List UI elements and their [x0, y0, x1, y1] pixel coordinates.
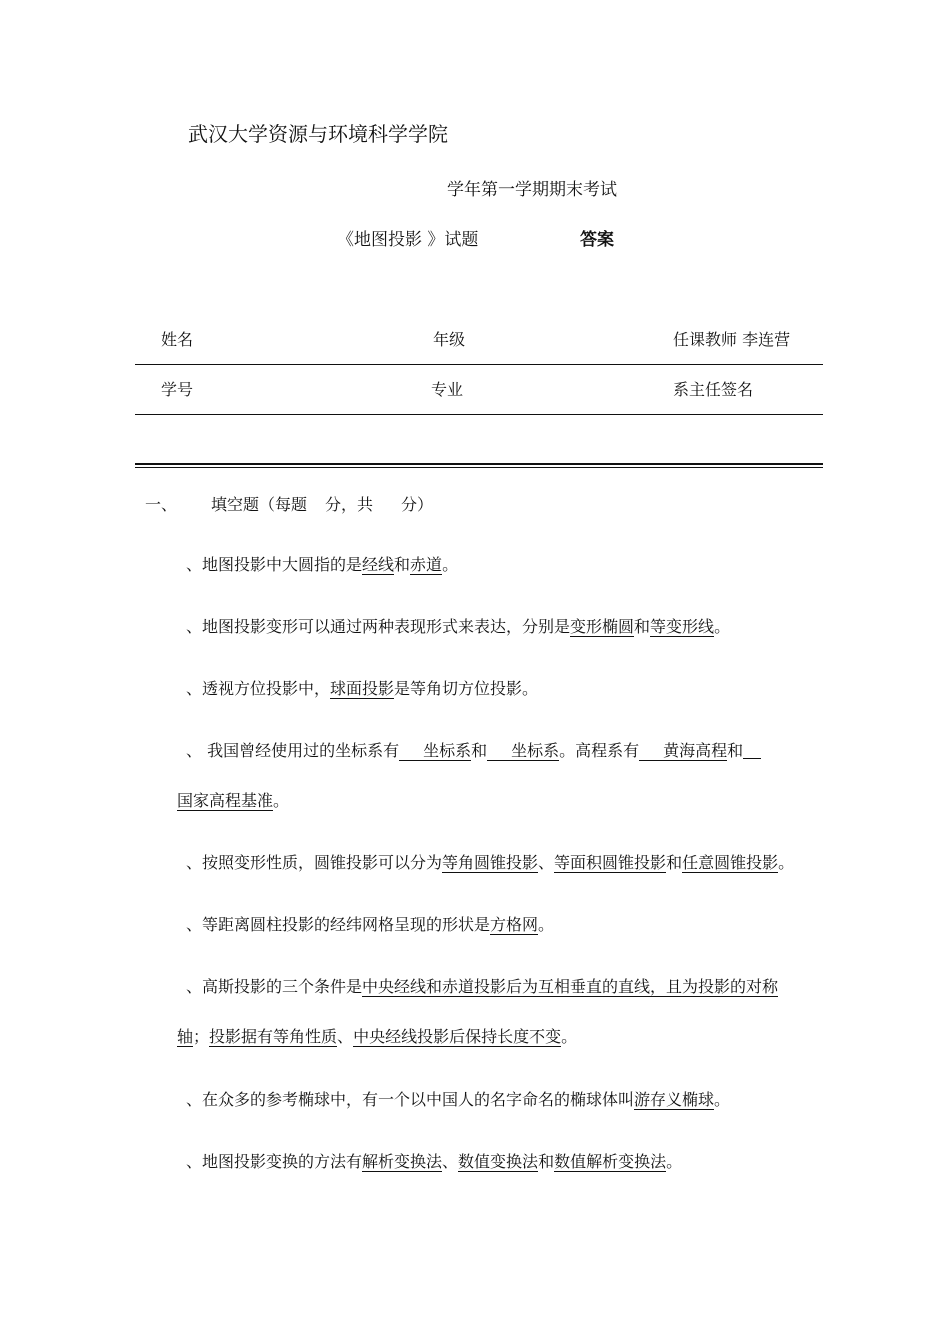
answer: 方格网	[490, 915, 539, 934]
grade-label: 年级	[433, 330, 466, 349]
question-5: 、按照变形性质，圆锥投影可以分为等角圆锥投影、等面积圆锥投影和任意圆锥投影。	[186, 853, 795, 872]
table-divider	[135, 364, 823, 365]
section-number: 一、	[145, 495, 178, 514]
answer: 等角圆锥投影	[442, 853, 539, 872]
answer: 球面投影	[330, 679, 395, 698]
question-3: 、透视方位投影中，球面投影是等角切方位投影。	[186, 679, 539, 698]
answer: 任意圆锥投影	[682, 853, 779, 872]
answer: 数值变换法	[458, 1152, 539, 1171]
school-name: 武汉大学资源与环境科学学院	[188, 122, 448, 146]
answer: 轴	[177, 1027, 194, 1046]
question-6: 、等距离圆柱投影的经纬网格呈现的形状是方格网。	[186, 915, 555, 934]
answer: 国家高程基准	[177, 791, 274, 810]
teacher-name: 李连营	[742, 330, 791, 349]
dept-head-label: 系主任签名	[673, 380, 754, 399]
answer: 坐标系	[399, 741, 471, 761]
major-label: 专业	[431, 380, 464, 399]
table-divider	[135, 414, 823, 415]
name-label: 姓名	[161, 330, 194, 349]
answer: 黄海高程	[639, 741, 727, 761]
answer-tag: 答案	[580, 230, 614, 250]
section-title: 填空题（每题 分，共 分）	[211, 495, 434, 514]
answer: 中央经线和赤道投影后为互相垂直的直线，且为投影的对称	[362, 977, 779, 996]
answer: 等变形线	[650, 617, 715, 636]
answer: 投影据有等角性质	[209, 1027, 338, 1046]
answer: 数值解析变换法	[554, 1152, 667, 1171]
question-9: 、地图投影变换的方法有解析变换法、数值变换法和数值解析变换法。	[186, 1152, 683, 1171]
answer: 中央经线投影后保持长度不变	[353, 1027, 562, 1046]
answer: 解析变换法	[362, 1152, 443, 1171]
question-8: 、在众多的参考椭球中，有一个以中国人的名字命名的椭球体叫游存义椭球。	[186, 1090, 731, 1109]
question-4: 、 我国曾经使用过的坐标系有 坐标系和 坐标系。高程系有 黄海高程和	[186, 740, 761, 762]
answer: 赤道	[410, 555, 443, 574]
student-id-label: 学号	[161, 380, 194, 399]
exam-title: 学年第一学期期末考试	[447, 180, 617, 200]
question-2: 、地图投影变形可以通过两种表现形式来表达，分别是变形椭圆和等变形线。	[186, 617, 731, 636]
question-1: 、地图投影中大圆指的是经线和赤道。	[186, 555, 459, 574]
question-4-cont: 国家高程基准。	[177, 791, 290, 810]
question-7-cont: 轴；投影据有等角性质、中央经线投影后保持长度不变。	[177, 1027, 578, 1046]
answer: 等面积圆锥投影	[554, 853, 667, 872]
course-title: 《地图投影 》试题	[337, 230, 479, 250]
answer: 游存义椭球	[634, 1090, 715, 1109]
double-rule-top	[135, 463, 823, 465]
teacher-label: 任课教师 李连营	[673, 330, 791, 349]
answer: 坐标系	[487, 741, 559, 761]
answer: 变形椭圆	[570, 617, 635, 636]
question-7: 、高斯投影的三个条件是中央经线和赤道投影后为互相垂直的直线，且为投影的对称	[186, 977, 779, 996]
answer: 经线	[362, 555, 395, 574]
double-rule-bottom	[135, 467, 823, 468]
